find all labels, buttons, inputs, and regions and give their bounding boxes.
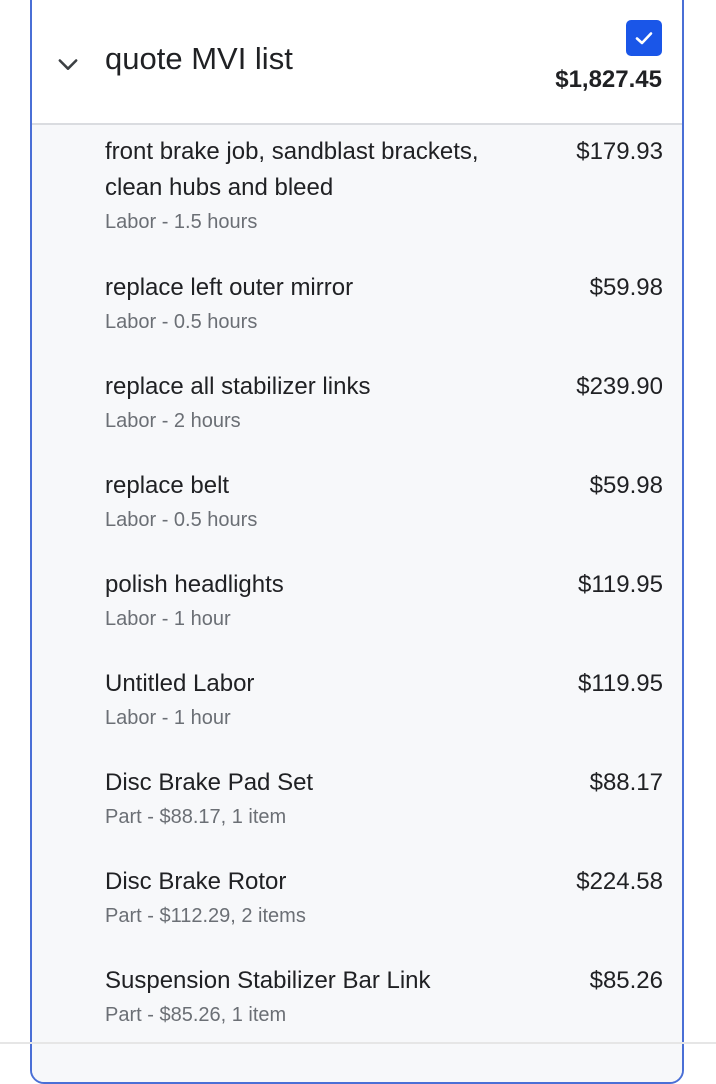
item-price: $59.98 — [589, 472, 663, 499]
item-price: $119.95 — [578, 670, 663, 697]
quote-title: quote MVI list — [105, 41, 293, 76]
item-name: Disc Brake Pad Set — [105, 769, 314, 796]
list-item[interactable] — [105, 765, 663, 831]
item-detail: Part - $112.29, 2 items — [105, 905, 306, 927]
list-item[interactable] — [105, 468, 663, 534]
list-item[interactable] — [105, 666, 663, 732]
list-item[interactable] — [105, 567, 663, 633]
item-name: polish headlights — [105, 571, 284, 598]
item-detail: Labor - 1 hour — [105, 707, 231, 729]
chevron-down-icon[interactable] — [54, 50, 82, 78]
item-price: $88.17 — [589, 769, 663, 796]
item-name: Disc Brake Rotor — [105, 868, 287, 895]
item-detail: Labor - 0.5 hours — [105, 509, 258, 531]
quote-header[interactable] — [32, 0, 682, 125]
item-detail: Labor - 2 hours — [105, 410, 241, 432]
item-price: $59.98 — [589, 274, 663, 301]
item-detail: Labor - 1.5 hours — [105, 211, 258, 233]
bottom-divider — [0, 1042, 716, 1044]
line-items-list — [32, 125, 682, 1084]
item-name: Untitled Labor — [105, 670, 255, 697]
item-name: replace left outer mirror — [105, 274, 354, 301]
list-item[interactable] — [105, 134, 663, 236]
list-item[interactable] — [105, 963, 663, 1029]
item-price: $224.58 — [576, 868, 663, 895]
item-price: $239.90 — [576, 373, 663, 400]
list-item[interactable] — [105, 864, 663, 930]
item-name: front brake job, sandblast brackets, clean hubs and bleed — [105, 138, 479, 201]
item-price: $179.93 — [576, 138, 663, 165]
item-price: $119.95 — [578, 571, 663, 598]
list-item[interactable] — [105, 270, 663, 336]
item-name: replace belt — [105, 472, 230, 499]
item-name: replace all stabilizer links — [105, 373, 371, 400]
checkmark-icon — [632, 26, 656, 50]
item-detail: Labor - 0.5 hours — [105, 311, 258, 333]
item-detail: Labor - 1 hour — [105, 608, 231, 630]
item-detail: Part - $85.26, 1 item — [105, 1004, 287, 1026]
item-name: Suspension Stabilizer Bar Link — [105, 967, 431, 994]
quote-checkbox[interactable] — [626, 20, 662, 56]
list-item[interactable] — [105, 369, 663, 435]
item-price: $85.26 — [589, 967, 663, 994]
item-detail: Part - $88.17, 1 item — [105, 806, 287, 828]
quote-total: $1,827.45 — [555, 66, 662, 93]
quote-card — [30, 0, 684, 1084]
